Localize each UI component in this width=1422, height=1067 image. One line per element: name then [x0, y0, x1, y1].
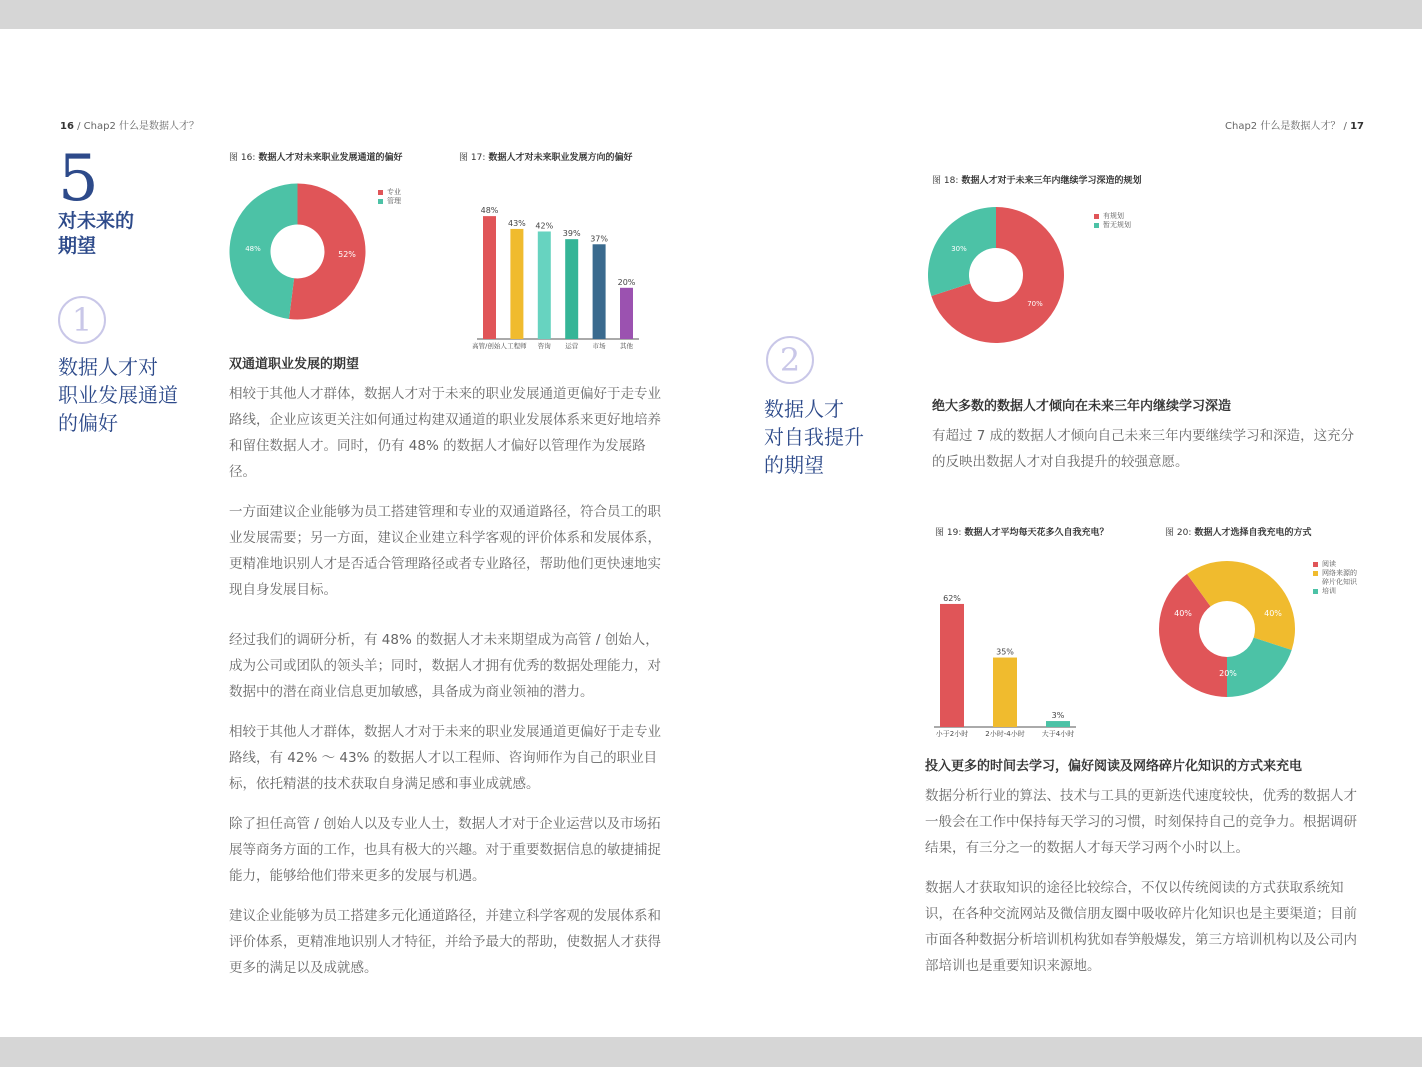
paragraph: 经过我们的调研分析，有 48% 的数据人才未来期望成为高管 / 创始人，成为公司或团队的领头羊；同时，数据人才拥有优秀的数据处理能力，对数据中的潜在商业信息更加敏感，具备成为商业领袖的潜力。 [229, 632, 661, 700]
legend-swatch [378, 190, 383, 195]
legend-label: 碎片化知识 [1322, 578, 1357, 586]
legend-swatch [1094, 214, 1099, 219]
figure-title [459, 150, 633, 163]
figure-title [1165, 525, 1312, 538]
data-label: 43% [508, 218, 526, 228]
figure-title [935, 525, 1109, 538]
data-label: 62% [943, 593, 961, 603]
subsection-title-line: 数据人才 [764, 397, 844, 421]
legend-swatch [1313, 571, 1318, 576]
x-tick-label: 其他 [620, 342, 633, 350]
data-label: 30% [951, 245, 967, 253]
bar [510, 229, 523, 339]
figure-title [229, 150, 403, 163]
figure-label: 图 17: [459, 153, 486, 163]
subsection-title-line: 职业发展通道 [58, 383, 178, 407]
bar [483, 216, 496, 339]
legend-swatch [378, 199, 383, 204]
legend-swatch [1313, 562, 1318, 567]
left-chapter-label: / Chap2 什么是数据人才？ [77, 121, 199, 132]
section-title [58, 209, 134, 259]
bar [565, 239, 578, 339]
subsection-number-badge: 2 [766, 336, 814, 384]
legend-item [1313, 560, 1357, 569]
bar [940, 604, 964, 727]
figure-caption: 数据人才对于未来三年内继续学习深造的规划 [961, 176, 1142, 186]
legend-label: 暂无规划 [1103, 221, 1131, 229]
paragraph: 数据分析行业的算法、技术与工具的更新迭代速度较快，优秀的数据人才一般会在工作中保持每天学习的习惯，时刻保持自己的竞争力。根据调研结果，有三分之一的数据人才每天学习两个小时以上。 [925, 788, 1357, 856]
x-tick-label: 小于2小时 [935, 730, 969, 738]
data-label: 20% [1219, 669, 1237, 678]
subsection-title [58, 353, 178, 437]
legend-label: 有规划 [1103, 212, 1124, 220]
data-label: 42% [535, 221, 554, 231]
x-tick-label: 2小时-4小时 [985, 730, 1025, 738]
legend-swatch [1094, 223, 1099, 228]
subsection-title-line: 的期望 [764, 453, 824, 477]
legend-label: 网络来源的 [1322, 569, 1357, 577]
data-label: 37% [590, 234, 608, 244]
data-label: 39% [562, 229, 581, 239]
legend-item [1094, 212, 1131, 221]
right-page-number: 17 [1350, 121, 1364, 132]
subsection-title-line: 数据人才对 [58, 355, 158, 379]
legend-swatch [1313, 580, 1318, 585]
data-label: 40% [1264, 609, 1282, 618]
legend-item [1094, 221, 1131, 230]
x-tick-label: 大于4小时 [1041, 730, 1075, 738]
right-body-text [925, 783, 1365, 979]
bar [538, 231, 551, 339]
subsection-title-line: 对自我提升 [764, 425, 864, 449]
figure-caption: 数据人才平均每天花多久自我充电？ [964, 528, 1109, 538]
section-heading: 双通道职业发展的期望 [229, 357, 360, 372]
figure-caption: 数据人才对未来职业发展通道的偏好 [258, 153, 403, 163]
x-tick-label: 高管/创始人 [472, 342, 507, 350]
data-label: 52% [338, 250, 356, 259]
bar [1046, 721, 1070, 727]
paragraph: 数据人才获取知识的途径比较综合，不仅以传统阅读的方式获取系统知识，在各种交流网站及微信朋友圈中吸收碎片化知识也是主要渠道；目前市面各种数据分析培训机构犹如春笋般爆发，第三方培训机构以及公司内部培训也是重要知识来源地。 [925, 880, 1357, 974]
paragraph: 建议企业能够为员工搭建多元化通道路径，并建立科学客观的发展体系和评价体系，更精准地识别人才特征，并给予最大的帮助，使数据人才获得更多的满足以及成就感。 [229, 908, 661, 976]
paragraph: 相较于其他人才群体，数据人才对于未来的职业发展通道更偏好于走专业路线，有 42% ～ 43% 的数据人才以工程师、咨询师作为自己的职业目标，依托精湛的技术获取自身满足感和事业成就感。 [229, 724, 661, 792]
legend-item [1313, 578, 1357, 587]
legend [1094, 212, 1131, 230]
bar [620, 288, 633, 339]
section-heading: 绝大多数的数据人才倾向在未来三年内继续学习深造 [932, 399, 1232, 414]
figure-label: 图 18: [932, 176, 959, 186]
paragraph: 相较于其他人才群体，数据人才对于未来的职业发展通道更偏好于走专业路线，企业应该更关注如何通过构建双通道的职业发展体系来更好地培养和留住数据人才。同时，仍有 48% 的数据人才偏好以管理作为发展路径。 [229, 386, 661, 480]
legend-item [1313, 587, 1357, 596]
left-page-number: 16 [60, 121, 74, 132]
section-title-line: 对未来的 [58, 210, 135, 232]
subsection-number-badge: 1 [58, 296, 106, 344]
document-spread [0, 29, 1422, 1037]
legend-label: 专业 [387, 188, 401, 196]
data-label: 20% [617, 277, 636, 287]
donut-chart-fig18 [925, 204, 1067, 346]
x-tick-label: 运营 [565, 342, 579, 350]
bar [593, 244, 606, 339]
data-label: 40% [1174, 609, 1192, 618]
figure-label: 图 16: [229, 153, 256, 163]
section-title-line: 期望 [58, 235, 97, 257]
x-tick-label: 工程师 [507, 342, 527, 350]
figure-caption: 数据人才选择自我充电的方式 [1194, 528, 1312, 538]
data-label: 3% [1051, 711, 1065, 721]
left-body-text [229, 381, 665, 981]
legend [378, 188, 401, 206]
figure-title [932, 173, 1142, 186]
legend-label: 阅读 [1322, 560, 1336, 568]
data-label: 70% [1027, 300, 1043, 308]
figure-label: 图 19: [935, 528, 962, 538]
data-label: 48% [245, 245, 261, 253]
paragraph: 除了担任高管 / 创始人以及专业人士，数据人才对于企业运营以及市场拓展等商务方面的工作，也具有极大的兴趣。对于重要数据信息的敏捷捕捉能力，能够给他们带来更多的发展与机遇。 [229, 816, 661, 884]
section-number: 5 [58, 142, 99, 216]
x-tick-label: 咨询 [537, 342, 551, 350]
section-heading: 投入更多的时间去学习，偏好阅读及网络碎片化知识的方式来充电 [925, 759, 1303, 774]
bar-chart-fig17 [455, 169, 655, 350]
figure-caption: 数据人才对未来职业发展方向的偏好 [488, 153, 633, 163]
donut-slice [229, 184, 297, 319]
bar-chart-fig19 [920, 549, 1090, 738]
legend-item [378, 188, 401, 197]
subsection-title [764, 395, 864, 479]
subsection-title-line: 的偏好 [58, 411, 118, 435]
legend-item [378, 197, 401, 206]
x-tick-label: 市场 [592, 342, 606, 350]
left-page-header [60, 117, 199, 132]
legend-item [1313, 569, 1357, 578]
paragraph: 有超过 7 成的数据人才倾向自己未来三年内要继续学习和深造，这充分的反映出数据人才对自我提升的较强意愿。 [932, 428, 1355, 470]
data-label: 35% [996, 647, 1014, 657]
donut-chart-fig20 [1155, 557, 1299, 701]
bar [993, 658, 1017, 727]
right-chapter-label: Chap2 什么是数据人才？ / [1225, 121, 1347, 132]
figure-label: 图 20: [1165, 528, 1192, 538]
donut-chart-fig16 [225, 179, 370, 324]
right-page-header [1225, 117, 1364, 132]
legend-swatch [1313, 589, 1318, 594]
data-label: 48% [480, 206, 499, 216]
legend [1313, 560, 1357, 596]
paragraph: 一方面建议企业能够为员工搭建管理和专业的双通道路径，符合员工的职业发展需要；另一方面，建议企业建立科学客观的评价体系和发展体系，更精准地识别人才是否适合管理路径或者专业路径，帮助他们更快速地实现自身发展目标。 [229, 504, 661, 598]
legend-label: 管理 [387, 197, 401, 205]
legend-label: 培训 [1322, 587, 1336, 595]
